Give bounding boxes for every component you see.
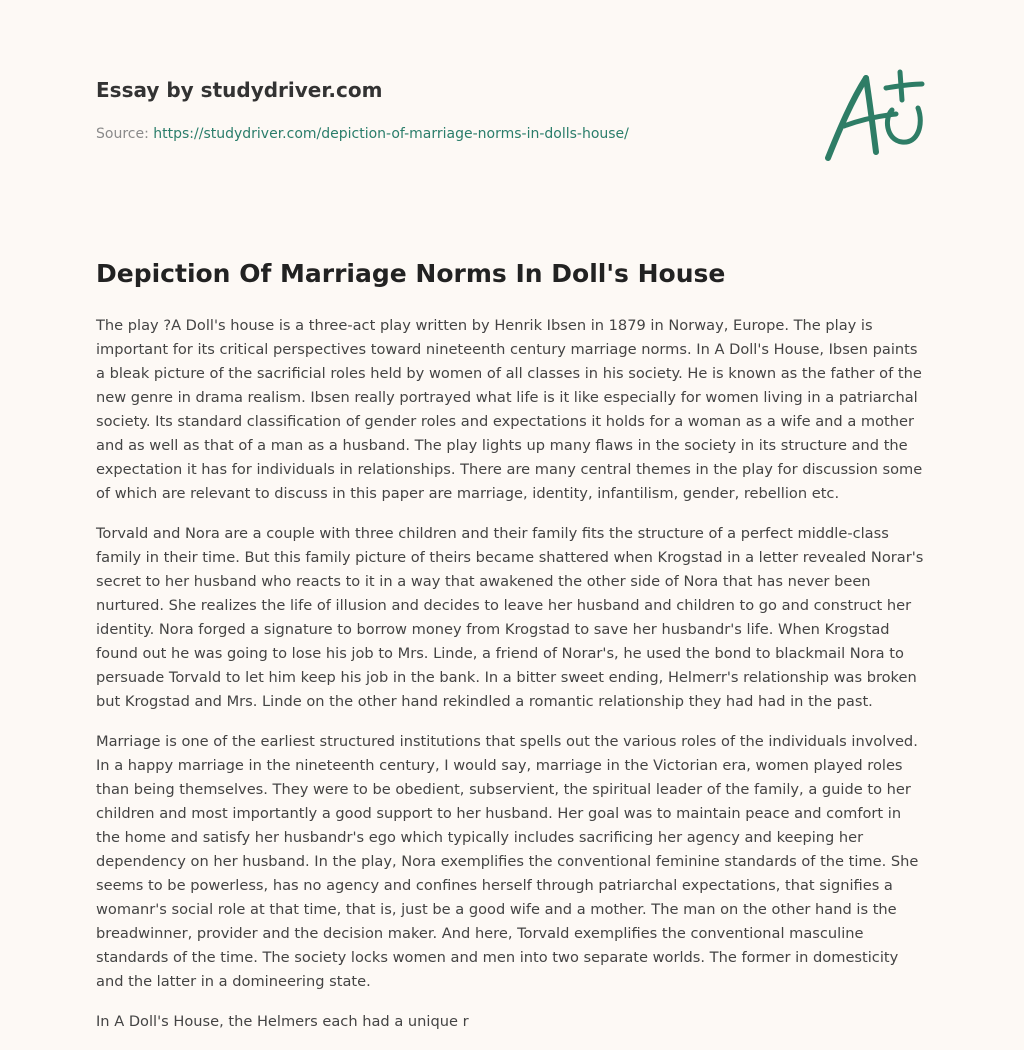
source-link[interactable]: https://studydriver.com/depiction-of-marriage-norms-in-dolls-house/ bbox=[153, 126, 629, 142]
source-label: Source: bbox=[96, 126, 149, 142]
paragraph: Torvald and Nora are a couple with three children and their family fits the structure of a perfect middle-class family in their time. But this family picture of theirs became shattered when Krogstad in a letter revealed Norar's secret to her husband who reacts to it in a way that awakened the other side of Nora that has never been nurtured. She realizes the life of illusion and decides to leave her husband and children to go and construct her identity. Nora forged a signature to borrow money from Krogstad to save her husbandr's life. When Krogstad found out he was going to lose his job to Mrs. Linde, a friend of Norar's, he used the bond to blackmail Nora to persuade Torvald to let him keep his job in the bank. In a bitter sweet ending, Helmerr's relationship was broken but Krogstad and Mrs. Linde on the other hand rekindled a romantic relationship they had had in the past. bbox=[96, 525, 924, 710]
paragraph: The play ?A Doll's house is a three-act play written by Henrik Ibsen in 1879 in Norway, Europe. The play is important for its critical perspectives toward nineteenth century marriage norms. In A Doll's House, Ibsen paints a bleak picture of the sacrificial roles held by women of all classes in his society. He is known as the father of the new genre in drama realism. Ibsen really portrayed what life is it like especially for women living in a patriarchal society. Its standard classification of gender roles and expectations it holds for a woman as a wife and a mother and as well as that of a man as a husband. The play lights up many flaws in the society in its structure and the expectation it has for individuals in relationships. There are many central themes in the play for discussion some of which are relevant to discuss in this paper are marriage, identity, infantilism, gender, rebellion etc. bbox=[96, 317, 923, 502]
paragraph: Marriage is one of the earliest structured institutions that spells out the various roles of the individuals involved. In a happy marriage in the nineteenth century, I would say, marriage in the Victorian era, women played roles than being themselves. They were to be obedient, subservient, the spiritual leader of the family, a guide to her children and most importantly a good support to her husband. Her goal was to maintain peace and comfort in the home and satisfy her husbandr's ego which typically includes sacrificing her agency and keeping her dependency on her husband. In the play, Nora exemplifies the conventional feminine standards of the time. She seems to be powerless, has no agency and confines herself through patriarchal expectations, that signifies a womanr's social role at that time, that is, just be a good wife and a mother. The man on the other hand is the breadwinner, provider and the decision maker. And here, Torvald exemplifies the conventional masculine standards of the time. The society locks women and men into two separate worlds. The former in domesticity and the latter in a domineering state. bbox=[96, 733, 919, 990]
article-title: Depiction Of Marriage Norms In Doll's House bbox=[96, 259, 726, 288]
site-brand: Essay by studydriver.com bbox=[96, 78, 383, 102]
a-plus-logo-icon bbox=[822, 66, 930, 166]
article-body bbox=[96, 314, 924, 1050]
source-line bbox=[96, 124, 796, 144]
page-header bbox=[96, 76, 796, 144]
paragraph: In A Doll's House, the Helmers each had a unique r bbox=[96, 1013, 469, 1030]
